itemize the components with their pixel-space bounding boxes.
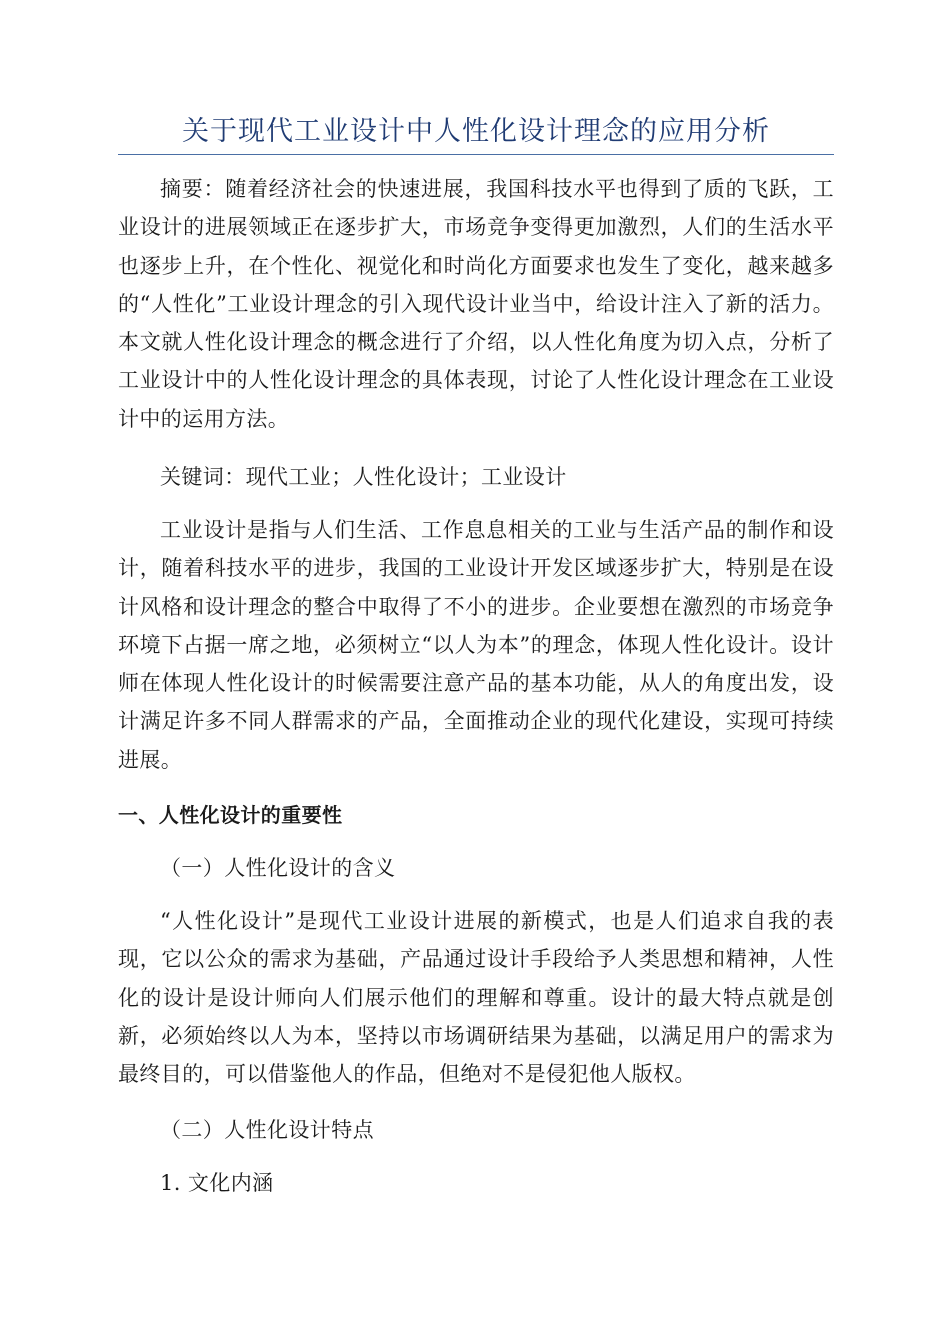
intro-paragraph: 工业设计是指与人们生活、工作息息相关的工业与生活产品的制作和设计，随着科技水平的进步，我国的工业设计开发区域逐步扩大，特别是在设计风格和设计理念的整合中取得了不小的进步。企业要想在激烈的市场竞争环境下占据一席之地，必须树立“以人为本”的理念，体现人性化设计。设计师在体现人性化设计的时候需要注意产品的基本功能，从人的角度出发，设计满足许多不同人群需求的产品，全面推动企业的现代化建设，实现可持续进展。	[118, 518, 834, 772]
section-heading: 一、人性化设计的重要性	[118, 803, 343, 827]
list-item-heading: 1. 文化内涵	[160, 1171, 274, 1195]
subsection-heading: （二）人性化设计特点	[160, 1118, 374, 1142]
title-underline	[118, 154, 834, 155]
keywords-line: 关键词：现代工业；人性化设计；工业设计	[160, 465, 567, 489]
document-title: 关于现代工业设计中人性化设计理念的应用分析	[182, 116, 770, 147]
abstract-paragraph: 摘要：随着经济社会的快速进展，我国科技水平也得到了质的飞跃，工业设计的进展领域正在逐步扩大，市场竞争变得更加激烈，人们的生活水平也逐步上升，在个性化、视觉化和时尚化方面要求也发生了变化，越来越多的“人性化”工业设计理念的引入现代设计业当中，给设计注入了新的活力。本文就人性化设计理念的概念进行了介绍，以人性化角度为切入点，分析了工业设计中的人性化设计理念的具体表现，讨论了人性化设计理念在工业设计中的运用方法。	[118, 177, 834, 431]
subsection-paragraph: “人性化设计”是现代工业设计进展的新模式，也是人们追求自我的表现，它以公众的需求为基础，产品通过设计手段给予人类思想和精神，人性化的设计是设计师向人们展示他们的理解和尊重。设计的最大特点就是创新，必须始终以人为本，坚持以市场调研结果为基础，以满足用户的需求为最终目的，可以借鉴他人的作品，但绝对不是侵犯他人版权。	[118, 909, 834, 1087]
subsection-heading: （一）人性化设计的含义	[160, 856, 396, 880]
